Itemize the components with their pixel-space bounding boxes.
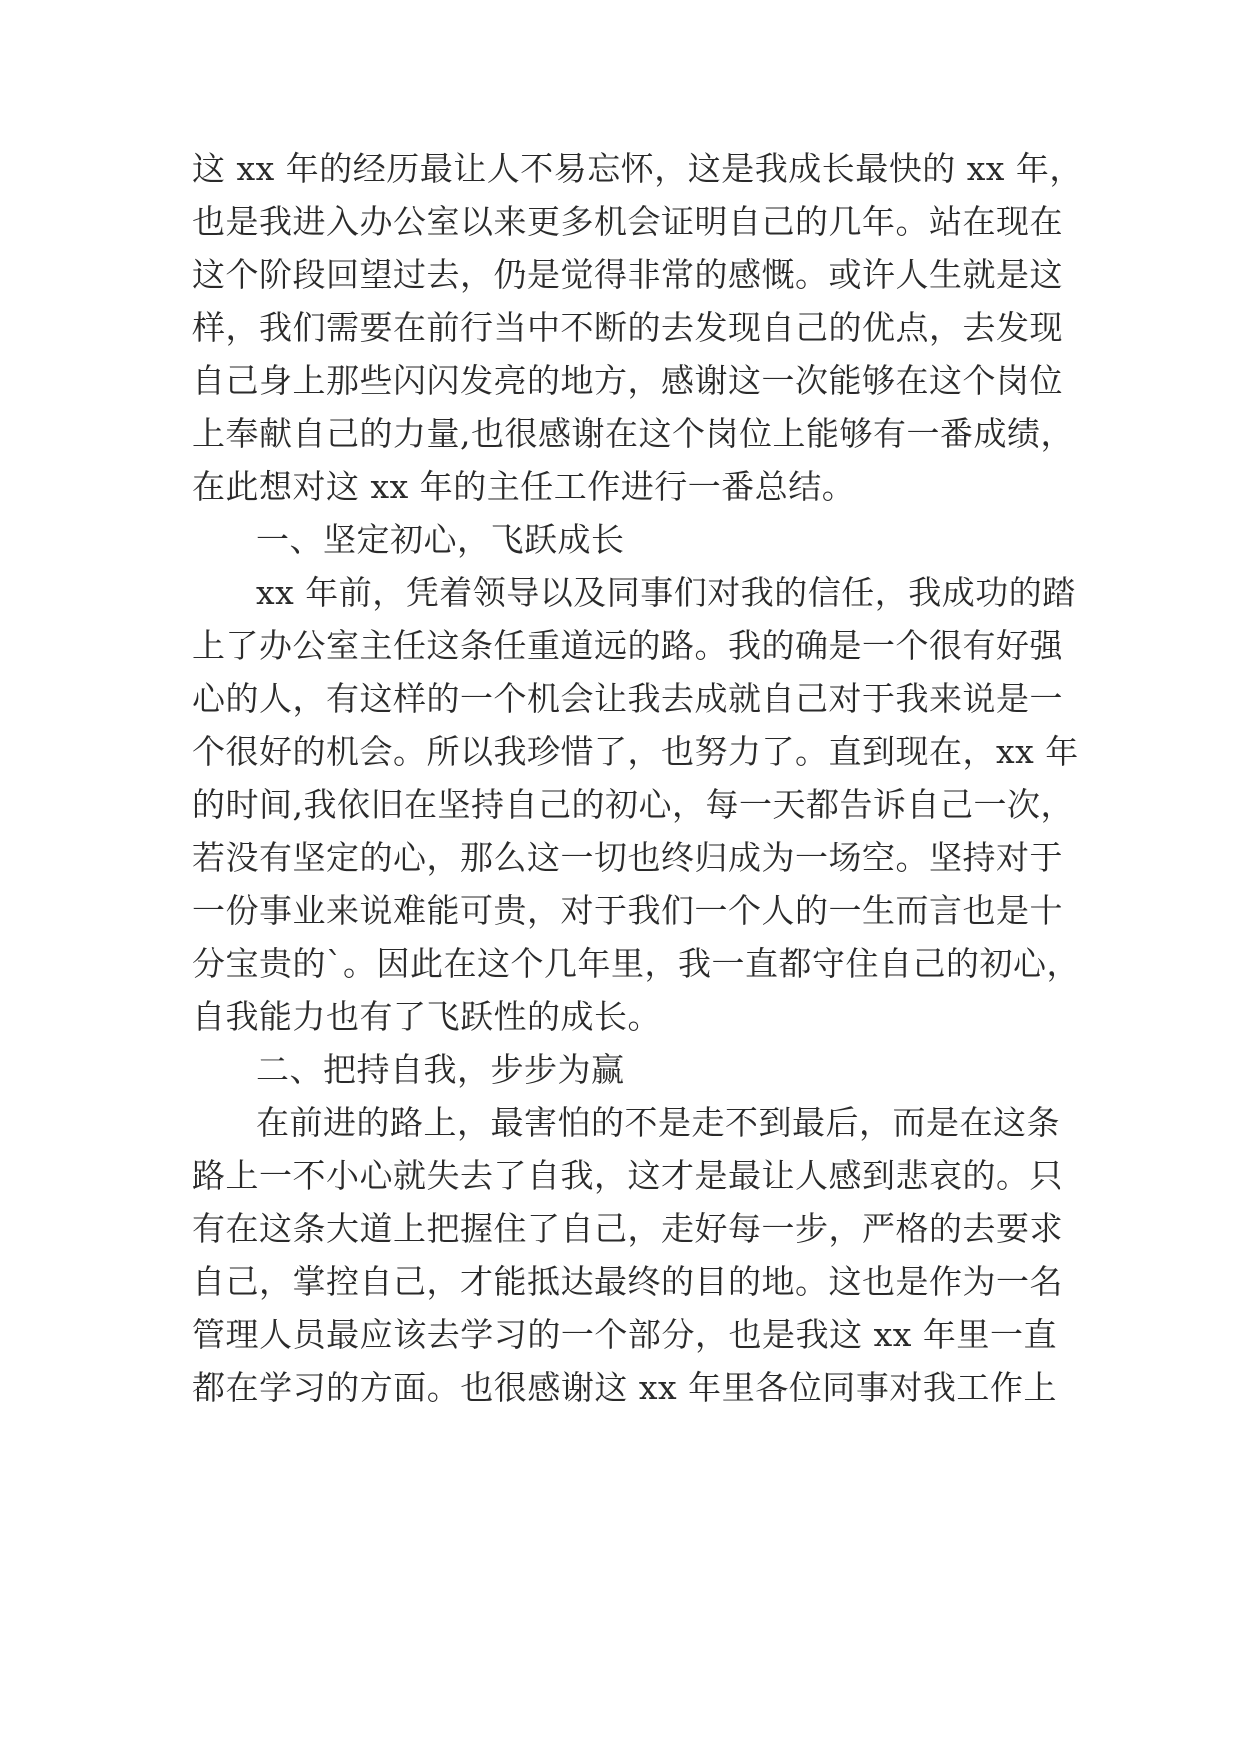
text-line: 自己，掌控自己，才能抵达最终的目的地。这也是作为一名 [192, 1262, 1063, 1301]
text-line: 路上一不小心就失去了自我，这才是最让人感到悲哀的。只 [192, 1156, 1063, 1195]
text-line: 有在这条大道上把握住了自己，走好每一步，严格的去要求 [192, 1209, 1063, 1248]
text-line: 在前进的路上，最害怕的不是走不到最后，而是在这条 [256, 1103, 1060, 1142]
text-line: 自己身上那些闪闪发亮的地方，感谢这一次能够在这个岗位 [192, 361, 1063, 400]
section-heading: 二、把持自我，步步为赢 [256, 1050, 625, 1089]
text-line: 分宝贵的`。因此在这个几年里，我一直都守住自己的初心， [192, 944, 1080, 983]
text-line: 这 xx 年的经历最让人不易忘怀，这是我成长最快的 xx 年， [192, 149, 1083, 188]
text-line: 个很好的机会。所以我珍惜了，也努力了。直到现在，xx 年 [192, 732, 1079, 771]
text-line: 的时间,我依旧在坚持自己的初心，每一天都告诉自己一次， [192, 785, 1074, 824]
text-line: 也是我进入办公室以来更多机会证明自己的几年。站在现在 [192, 202, 1063, 241]
text-line: 上了办公室主任这条任重道远的路。我的确是一个很有好强 [192, 626, 1063, 665]
text-line: 这个阶段回望过去，仍是觉得非常的感慨。或许人生就是这 [192, 255, 1063, 294]
text-line: 样，我们需要在前行当中不断的去发现自己的优点，去发现 [192, 308, 1063, 347]
text-line: 心的人，有这样的一个机会让我去成就自己对于我来说是一 [192, 679, 1063, 718]
text-line: 自我能力也有了飞跃性的成长。 [192, 997, 661, 1036]
text-line: xx 年前，凭着领导以及同事们对我的信任，我成功的踏 [256, 573, 1076, 612]
text-line: 管理人员最应该去学习的一个部分，也是我这 xx 年里一直 [192, 1315, 1057, 1354]
text-line: 一份事业来说难能可贵，对于我们一个人的一生而言也是十 [192, 891, 1063, 930]
section-heading: 一、坚定初心，飞跃成长 [256, 520, 625, 559]
text-line: 都在学习的方面。也很感谢这 xx 年里各位同事对我工作上 [192, 1368, 1057, 1407]
text-line: 在此想对这 xx 年的主任工作进行一番总结。 [192, 467, 856, 506]
text-line: 若没有坚定的心，那么这一切也终归成为一场空。坚持对于 [192, 838, 1063, 877]
text-line: 上奉献自己的力量,也很感谢在这个岗位上能够有一番成绩， [192, 414, 1074, 453]
